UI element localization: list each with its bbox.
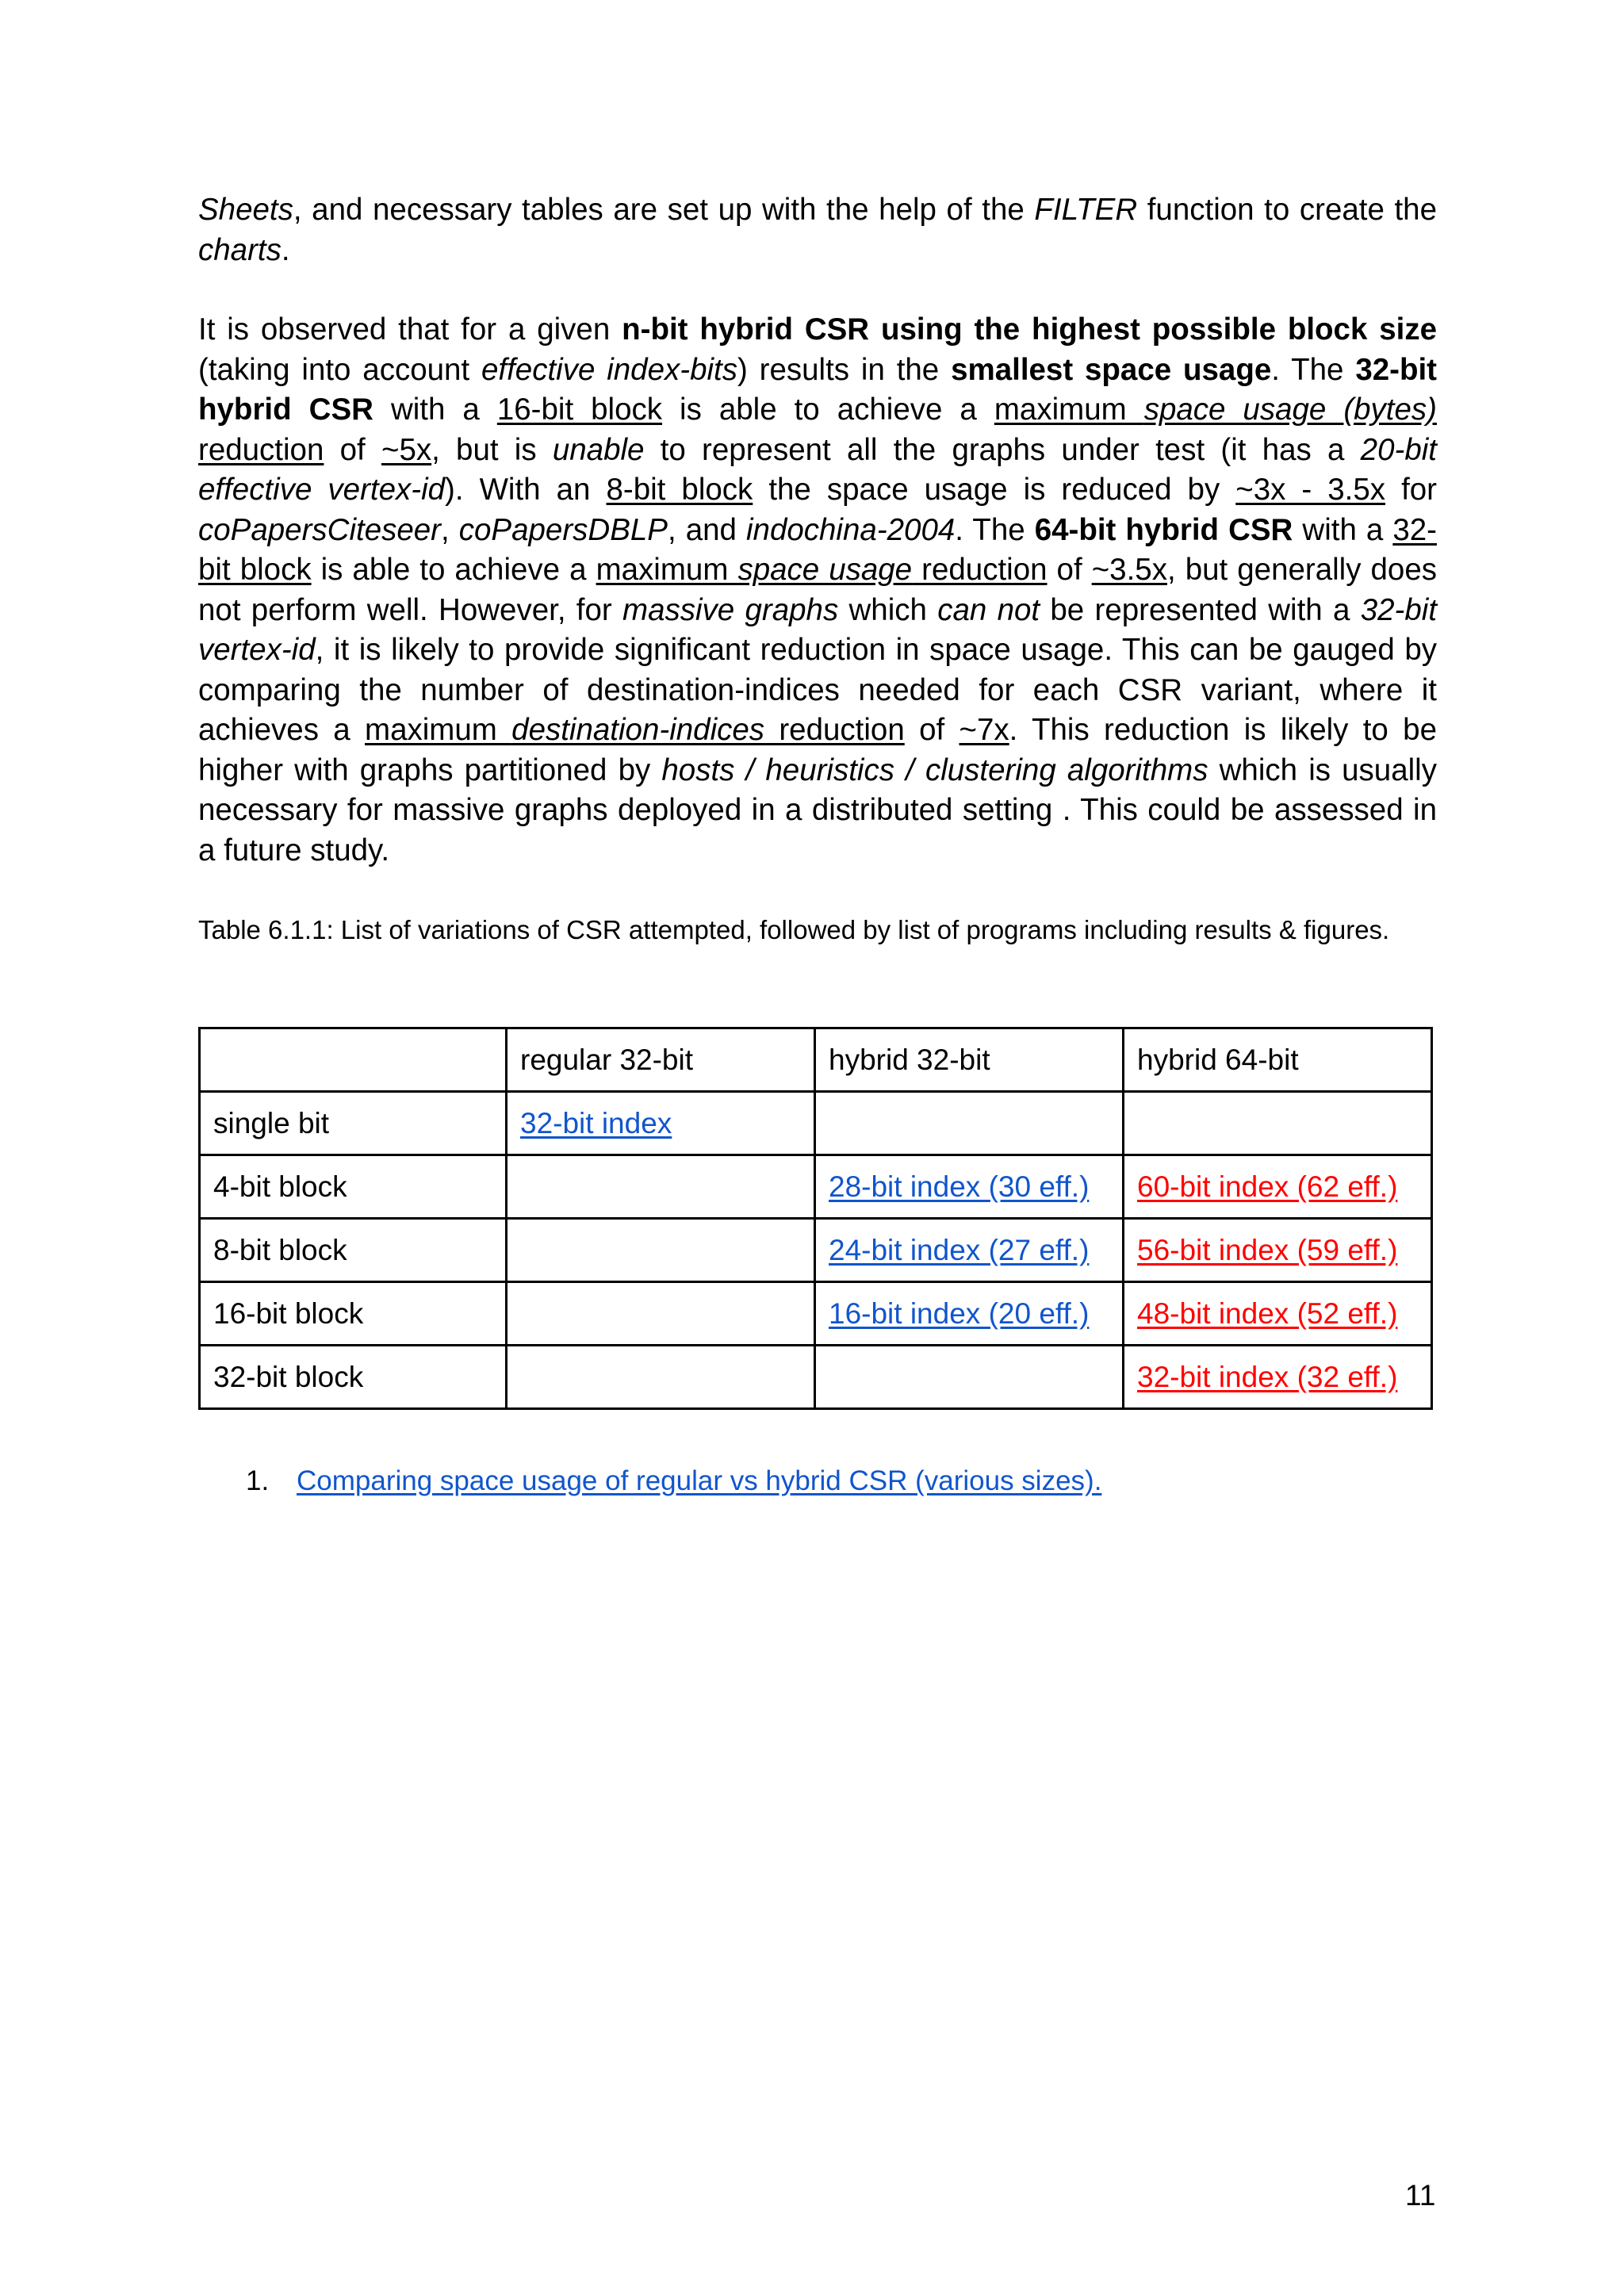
row-label: 4-bit block <box>200 1155 507 1219</box>
table-caption: Table 6.1.1: List of variations of CSR attempted, followed by list of programs including results & figures. <box>198 915 1390 944</box>
table-header-row <box>200 1028 1432 1092</box>
table-cell <box>1124 1219 1432 1282</box>
table-header-cell <box>200 1028 507 1092</box>
row-label: 8-bit block <box>200 1219 507 1282</box>
link-hybrid64-32bit[interactable]: 32-bit index (32 eff.) <box>1137 1360 1398 1393</box>
paragraph-intro: Sheets, and necessary tables are set up with the help of the FILTER function to create the charts. <box>198 193 1437 267</box>
link-hybrid32-8bit[interactable]: 24-bit index (27 eff.) <box>829 1233 1090 1266</box>
program-list <box>246 1464 1101 1499</box>
link-hybrid64-4bit[interactable]: 60-bit index (62 eff.) <box>1137 1170 1398 1203</box>
table-cell <box>507 1092 815 1155</box>
table-row <box>200 1282 1432 1346</box>
table-header-cell: regular 32-bit <box>507 1028 815 1092</box>
table-cell <box>815 1219 1124 1282</box>
row-label: 16-bit block <box>200 1282 507 1346</box>
table-cell <box>815 1282 1124 1346</box>
table-row <box>200 1155 1432 1219</box>
table-cell <box>507 1282 815 1346</box>
table-cell <box>815 1155 1124 1219</box>
list-item <box>246 1464 1101 1499</box>
table-cell <box>507 1155 815 1219</box>
row-label: single bit <box>200 1092 507 1155</box>
link-hybrid32-16bit[interactable]: 16-bit index (20 eff.) <box>829 1296 1090 1330</box>
table-row <box>200 1219 1432 1282</box>
table-row <box>200 1092 1432 1155</box>
table-cell <box>507 1219 815 1282</box>
program-link[interactable]: Comparing space usage of regular vs hybrid CSR (various sizes). <box>297 1465 1102 1496</box>
table-cell <box>1124 1155 1432 1219</box>
table-cell <box>815 1092 1124 1155</box>
csr-variations-table <box>198 1027 1433 1410</box>
table-cell <box>1124 1282 1432 1346</box>
table-cell <box>815 1346 1124 1409</box>
document-body <box>198 190 1437 871</box>
paragraph-observations: It is observed that for a given n-bit hybrid CSR using the highest possible block size (taking into account effective index-bits) results in the smallest space usage. The 32-bit hybrid CSR with a 16-bit block is able to achieve a maximum space usage (bytes) reduction of ~5x, but is unable to represent all the graphs under test (it has a 20-bit effective vertex-id). With an 8-bit block the space usage is reduced by ~3x - 3.5x for coPapersCiteseer, coPapersDBLP, and indochina-2004. The 64-bit hybrid CSR with a 32-bit block is able to achieve a maximum space usage reduction of ~3.5x, but generally does not perform well. However, for massive graphs which can not be represented with a 32-bit vertex-id, it is likely to provide significant reduction in space usage. This can be gauged by comparing the number of destination-indices needed for each CSR variant, where it achieves a maximum destination-indices reduction of ~7x. This reduction is likely to be higher with graphs partitioned by hosts / heuristics / clustering algorithms which is usually necessary for massive graphs deployed in a distributed setting . This could be assessed in a future study. <box>198 312 1438 867</box>
list-item-number: 1. <box>246 1465 270 1496</box>
table-row <box>200 1346 1432 1409</box>
page-number: 11 <box>1405 2179 1436 2212</box>
table-header-cell: hybrid 32-bit <box>815 1028 1124 1092</box>
link-regular-32-index[interactable]: 32-bit index <box>520 1106 672 1139</box>
table-cell <box>1124 1092 1432 1155</box>
link-hybrid64-8bit[interactable]: 56-bit index (59 eff.) <box>1137 1233 1398 1266</box>
table-header-cell: hybrid 64-bit <box>1124 1028 1432 1092</box>
link-hybrid64-16bit[interactable]: 48-bit index (52 eff.) <box>1137 1296 1398 1330</box>
table-cell <box>507 1346 815 1409</box>
table-cell <box>1124 1346 1432 1409</box>
row-label: 32-bit block <box>200 1346 507 1409</box>
link-hybrid32-4bit[interactable]: 28-bit index (30 eff.) <box>829 1170 1090 1203</box>
